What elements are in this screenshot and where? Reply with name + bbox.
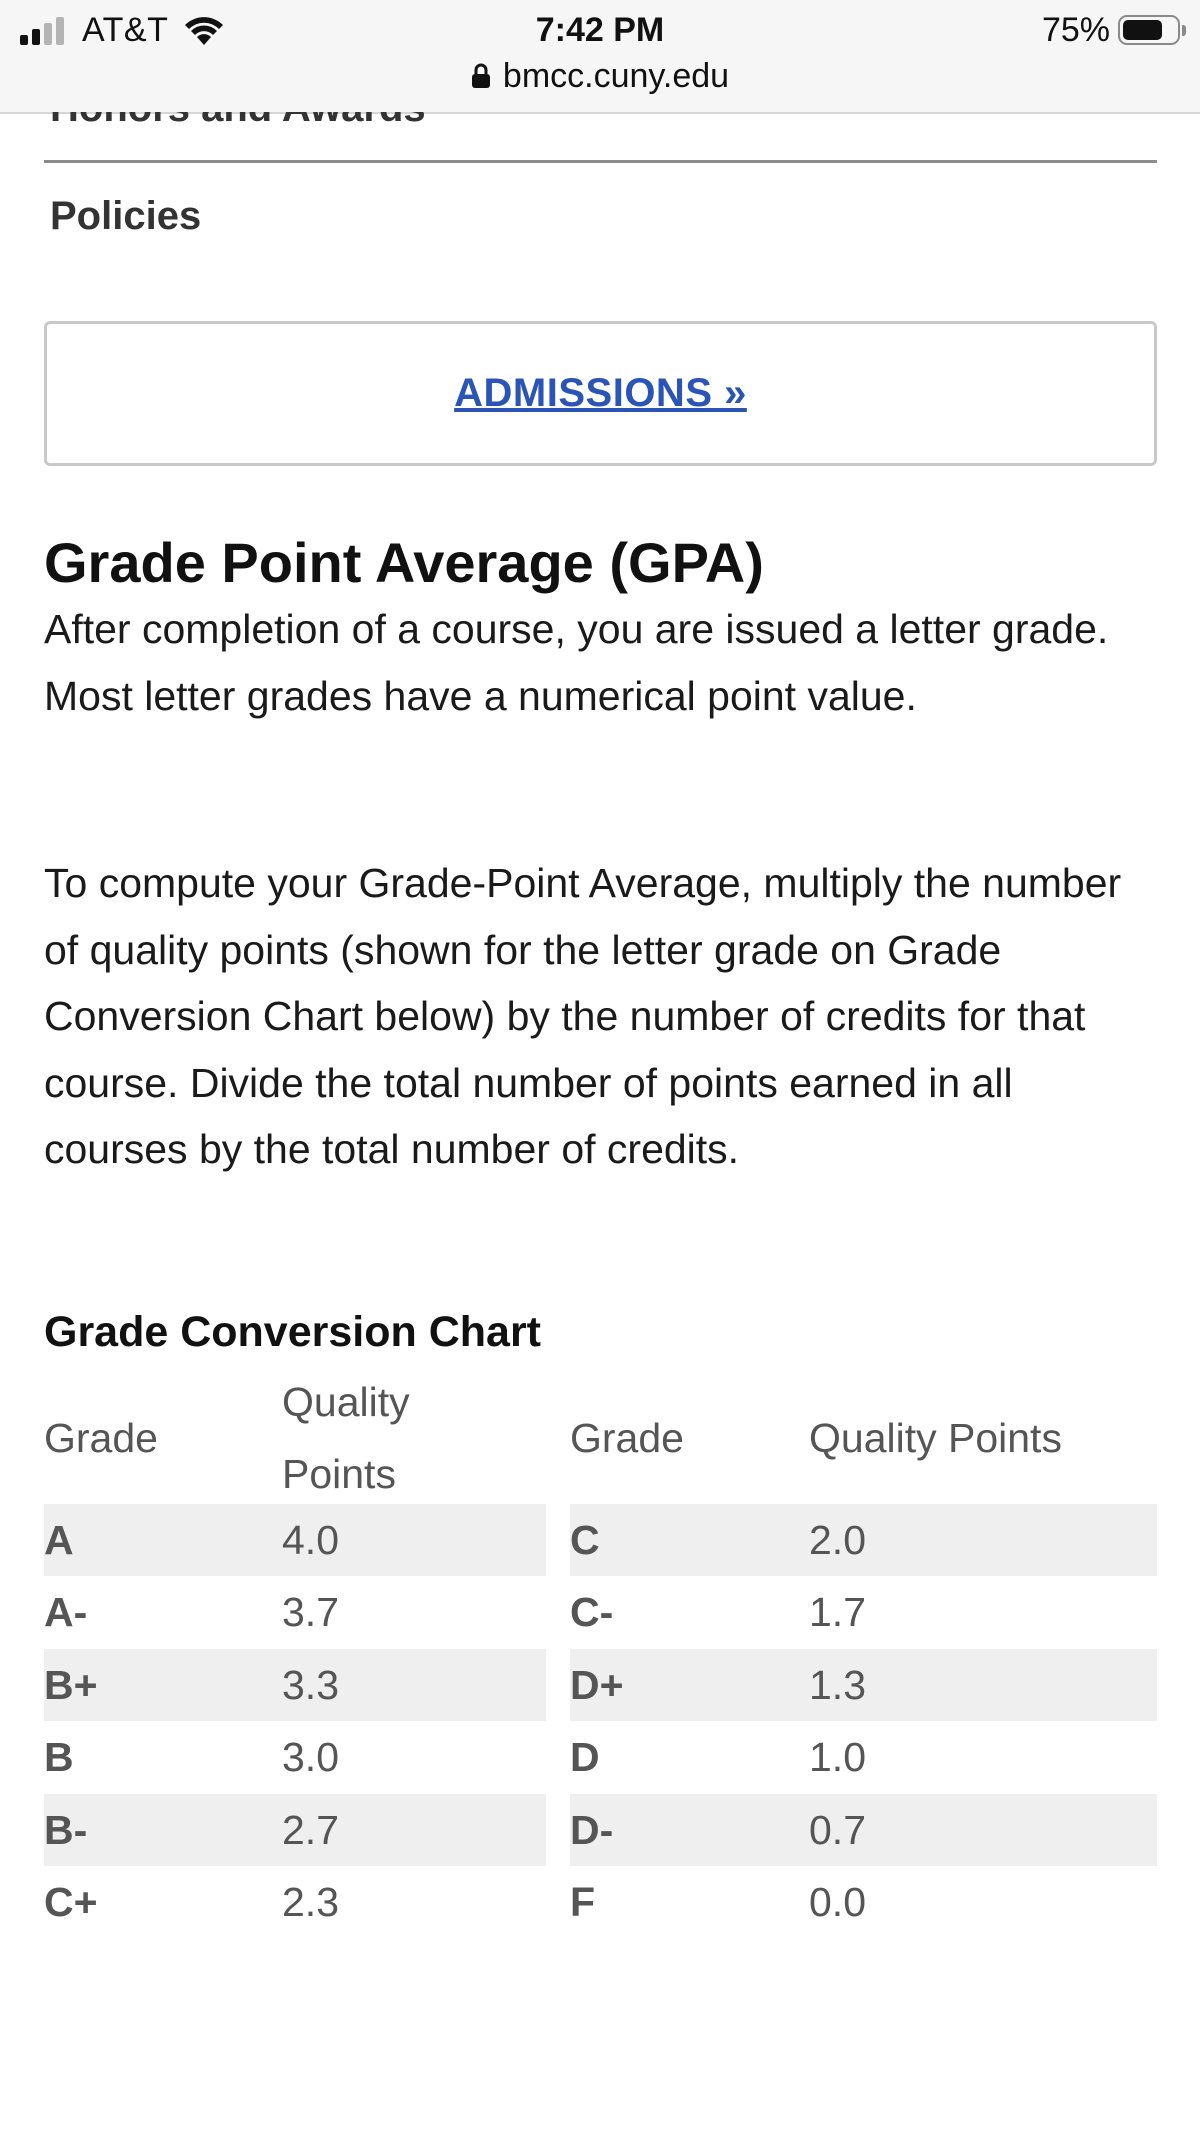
points-cell: 1.7	[809, 1589, 866, 1636]
battery-icon	[1118, 15, 1180, 45]
grade-cell: B+	[44, 1661, 98, 1708]
lock-icon	[471, 63, 491, 89]
battery-percent: 75%	[1041, 10, 1110, 49]
points-cell: 4.0	[282, 1517, 339, 1563]
admissions-button[interactable]	[44, 321, 1157, 466]
points-cell: 1.0	[809, 1734, 866, 1781]
table-row	[44, 1576, 1157, 1648]
paragraph-compute: To compute your Grade-Point Average, multiply the number of quality points (shown for the letter grade on Grade Conversion Chart below) by the number of credits for that course. Divide the total number of points earned in all courses by the total number of credits.	[44, 860, 1122, 1172]
section-title: Grade Point Average (GPA)	[44, 531, 764, 594]
grade-cell: A-	[44, 1589, 88, 1636]
points-cell: 2.3	[282, 1878, 339, 1925]
grade-cell: B-	[44, 1806, 88, 1853]
points-cell: 3.3	[282, 1661, 339, 1708]
grade-cell: A	[44, 1517, 74, 1563]
battery-fill	[1123, 20, 1162, 40]
admissions-link[interactable]: ADMISSIONS »	[454, 371, 747, 415]
header-quality-points-2: Quality Points	[809, 1415, 1062, 1461]
points-cell: 0.0	[809, 1878, 866, 1925]
points-cell: 3.0	[282, 1734, 339, 1781]
table-row	[44, 1649, 1157, 1721]
table-row	[44, 1866, 1157, 1938]
header-quality-points	[282, 1366, 482, 1510]
points-cell: 2.7	[282, 1806, 339, 1853]
grade-cell: B	[44, 1734, 74, 1781]
clock: 7:42 PM	[535, 11, 665, 49]
address-bar[interactable]	[0, 56, 1200, 96]
chart-title: Grade Conversion Chart	[44, 1308, 541, 1356]
grade-cell: C-	[570, 1589, 614, 1636]
battery-cap	[1182, 25, 1186, 36]
header-quality-points-line1: Quality	[282, 1379, 410, 1425]
divider	[44, 160, 1157, 163]
table-row	[44, 1794, 1157, 1866]
points-cell: 2.0	[809, 1517, 866, 1563]
grade-cell: D-	[570, 1806, 614, 1853]
grade-conversion-table	[44, 1372, 1157, 1938]
carrier-name: AT&T	[82, 10, 169, 49]
nav-item-policies[interactable]: Policies	[50, 194, 202, 238]
paragraph-intro: After completion of a course, you are issued a letter grade. Most letter grades have a numerical point value.	[44, 606, 1109, 719]
table-row	[44, 1721, 1157, 1793]
points-cell: 3.7	[282, 1589, 339, 1636]
grade-cell: C+	[44, 1878, 98, 1925]
points-cell: 0.7	[809, 1806, 866, 1853]
status-bar	[0, 0, 1200, 114]
grade-cell: D	[570, 1734, 600, 1781]
table-header	[44, 1372, 1157, 1504]
table-row	[44, 1504, 1157, 1576]
grade-cell: D+	[570, 1661, 624, 1708]
grade-cell: C	[570, 1517, 600, 1563]
header-grade: Grade	[44, 1415, 158, 1461]
url-text: bmcc.cuny.edu	[502, 56, 730, 95]
header-quality-points-line2: Points	[282, 1451, 396, 1497]
status-right	[1042, 10, 1186, 50]
grade-cell: F	[570, 1878, 596, 1925]
header-grade-2: Grade	[570, 1415, 684, 1461]
points-cell: 1.3	[809, 1661, 866, 1708]
